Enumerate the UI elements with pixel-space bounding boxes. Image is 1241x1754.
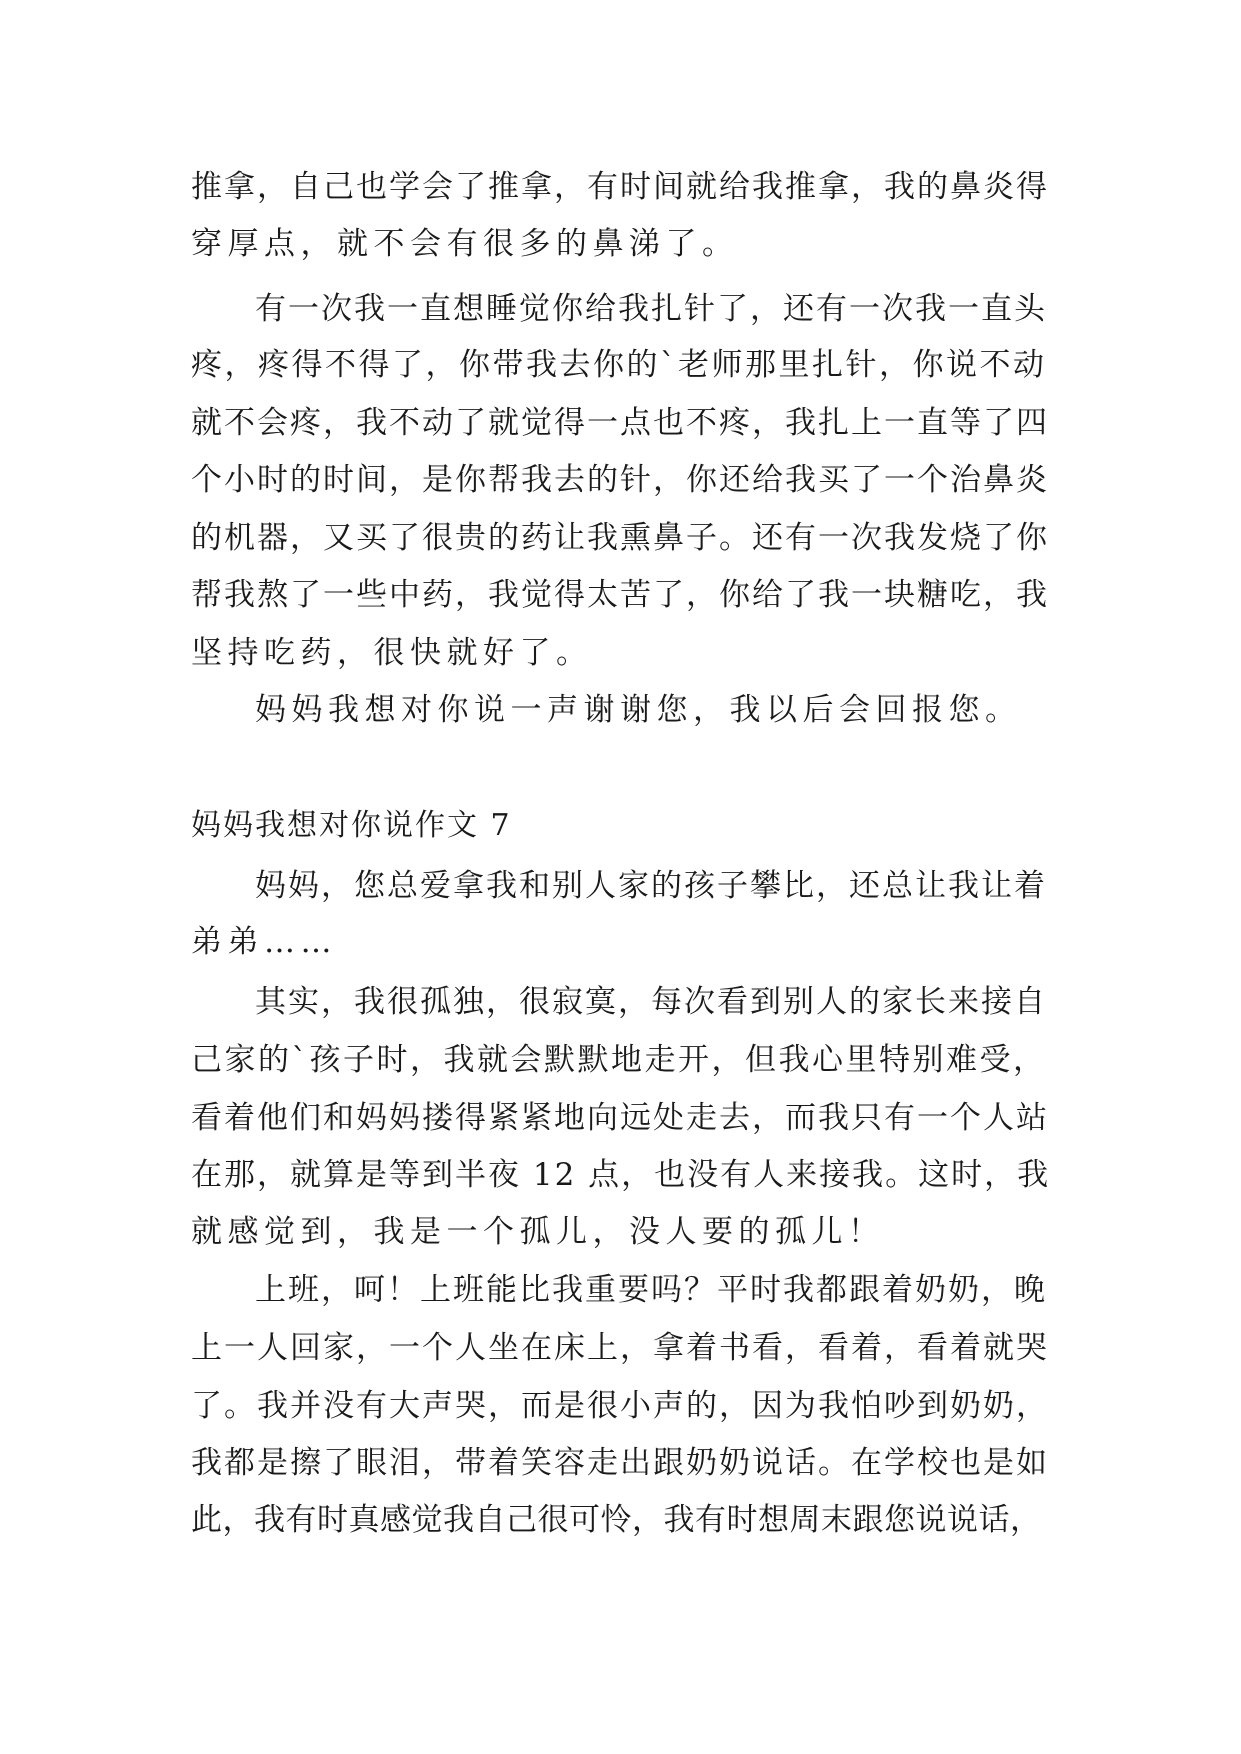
text-line: 看着他们和妈妈搂得紧紧地向远处走去，而我只有一个人站 <box>191 1100 1049 1136</box>
text-line: 了。我并没有大声哭，而是很小声的，因为我怕吵到奶奶， <box>191 1388 1049 1424</box>
text-line: 就不会疼，我不动了就觉得一点也不疼，我扎上一直等了四 <box>191 405 1049 441</box>
text-line: 妈妈我想对你说一声谢谢您，我以后会回报您。 <box>255 692 1022 728</box>
text-line: 己家的`孩子时，我就会默默地走开，但我心里特别难受， <box>191 1042 1047 1078</box>
text-line: 上一人回家，一个人坐在床上，拿着书看，看着，看着就哭 <box>191 1330 1049 1366</box>
text-line: 就感觉到，我是一个孤儿，没人要的孤儿！ <box>191 1214 885 1250</box>
section-title: 妈妈我想对你说作文 7 <box>191 808 512 843</box>
text-line: 个小时的时间，是你帮我去的针，你还给我买了一个治鼻炎 <box>191 462 1049 498</box>
text-line: 有一次我一直想睡觉你给我扎针了，还有一次我一直头 <box>255 291 1047 327</box>
text-line: 此，我有时真感觉我自己很可怜，我有时想周末跟您说说话， <box>191 1502 1042 1538</box>
text-line: 穿厚点，就不会有很多的鼻涕了。 <box>191 226 739 262</box>
text-line: 弟弟…… <box>191 924 337 960</box>
text-line: 其实，我很孤独，很寂寞，每次看到别人的家长来接自 <box>255 984 1047 1020</box>
text-line: 帮我熬了一些中药，我觉得太苦了，你给了我一块糖吃，我 <box>191 577 1049 613</box>
text-line: 坚持吃药，很快就好了。 <box>191 635 593 671</box>
text-line: 在那，就算是等到半夜 12 点，也没有人来接我。这时，我 <box>191 1157 1051 1193</box>
text-line: 推拿，自己也学会了推拿，有时间就给我推拿，我的鼻炎得 <box>191 169 1049 205</box>
text-line: 的机器，又买了很贵的药让我熏鼻子。还有一次我发烧了你 <box>191 520 1049 556</box>
text-line: 上班，呵！上班能比我重要吗？平时我都跟着奶奶，晚 <box>255 1272 1047 1308</box>
text-line: 妈妈，您总爱拿我和别人家的孩子攀比，还总让我让着 <box>255 868 1047 904</box>
text-line: 我都是擦了眼泪，带着笑容走出跟奶奶说话。在学校也是如 <box>191 1445 1049 1481</box>
text-line: 疼，疼得不得了，你带我去你的`老师那里扎针，你说不动 <box>191 347 1047 383</box>
